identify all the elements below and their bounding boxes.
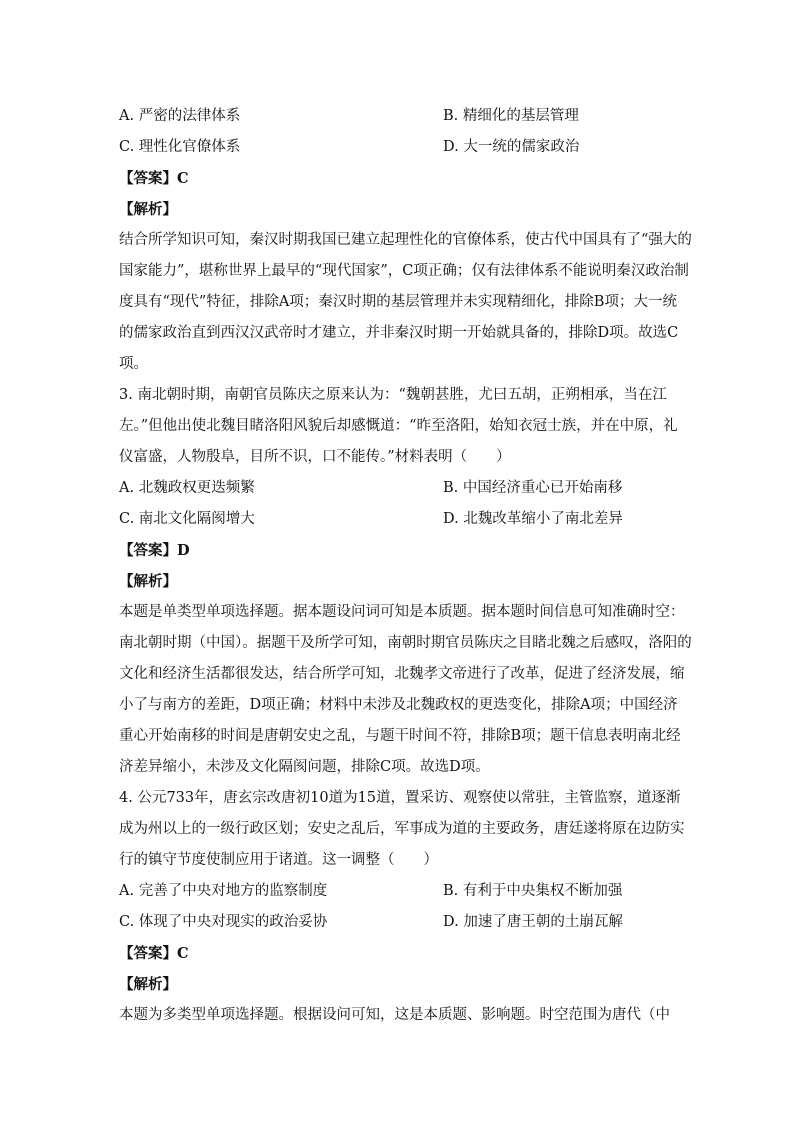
q3-option-b[interactable]: B. 中国经济重心已开始南移: [443, 480, 623, 496]
q3-option-c[interactable]: C. 南北文化隔阂增大: [119, 511, 255, 527]
q3-stem-line: 左。”但他出使北魏目睹洛阳风貌后却感慨道：“昨至洛阳，始知衣冠士族，并在中原，礼: [119, 418, 678, 434]
q3-analysis-line: 济差异缩小，未涉及文化隔阂问题，排除C项。故选D项。: [119, 759, 490, 775]
q2-analysis-line: 度具有“现代”特征，排除A项；秦汉时期的基层管理并未实现精细化，排除B项；大一统: [119, 294, 677, 310]
q3-option-d[interactable]: D. 北魏改革缩小了南北差异: [443, 511, 623, 527]
q2-analysis-line: 的儒家政治直到西汉汉武帝时才建立，并非秦汉时期一开始就具备的，排除D项。故选C: [119, 325, 679, 341]
q3-analysis-label: 【解析】: [119, 573, 177, 590]
q2-answer: 【答案】C: [119, 170, 189, 187]
q2-analysis: [119, 225, 692, 380]
q3-analysis-line: 重心开始南移的时间是唐朝安史之乱，与题干时间不符，排除B项；题干信息表明南北经: [119, 728, 681, 744]
q4-option-b[interactable]: B. 有利于中央集权不断加强: [443, 883, 623, 899]
q4-analysis: [119, 1000, 670, 1031]
q3-options-row-1: [119, 473, 659, 504]
q3-analysis-line: 南北朝时期（中国）。据题干及所学可知，南朝时期官员陈庆之目睹北魏之后感叹，洛阳的: [119, 635, 692, 651]
document-page: [119, 101, 692, 1031]
q3-options-row-2: [119, 504, 659, 535]
q4-stem-line: 成为州以上的一级行政区划；安史之乱后，军事成为道的主要政务，唐廷遂将原在边防实: [119, 821, 685, 837]
q4-stem-line: 行的镇守节度使制应用于诸道。这一调整（ ）: [119, 852, 438, 868]
q3-analysis-line: 本题是单类型单项选择题。据本题设问词可知是本质题。据本题时间信息可知准确时空：: [119, 604, 685, 620]
q2-option-d[interactable]: D. 大一统的儒家政治: [443, 139, 580, 155]
q2-analysis-line: 结合所学知识可知，秦汉时期我国已建立起理性化的官僚体系，使古代中国具有了“强大的: [119, 232, 692, 248]
q3-stem: [119, 380, 678, 473]
q4-answer: 【答案】C: [119, 945, 189, 962]
q4-stem: [119, 783, 685, 876]
q4-stem-line: 4. 公元733年，唐玄宗改唐初10道为15道，置采访、观察使以常驻，主管监察，道逐渐: [119, 790, 681, 806]
q3-analysis-line: 文化和经济生活都很发达，结合所学可知，北魏孝文帝进行了改革，促进了经济发展，缩: [119, 666, 685, 682]
q2-option-c[interactable]: C. 理性化官僚体系: [119, 139, 241, 155]
q4-options-row-1: [119, 876, 659, 907]
q4-option-c[interactable]: C. 体现了中央对现实的政治妥协: [119, 914, 328, 930]
q2-analysis-line: 项。: [119, 356, 148, 372]
q3-analysis: [119, 597, 692, 783]
q3-analysis-line: 小了与南方的差距，D项正确；材料中未涉及北魏政权的更迭变化，排除A项；中国经济: [119, 697, 678, 713]
q4-options-row-2: [119, 907, 659, 938]
q4-analysis-line: 本题为多类型单项选择题。根据设问可知，这是本质题、影响题。时空范围为唐代（中: [119, 1007, 670, 1023]
q2-options-row-2: [119, 132, 659, 163]
q3-option-a[interactable]: A. 北魏政权更迭频繁: [119, 480, 255, 496]
q2-analysis-line: 国家能力”，堪称世界上最早的“现代国家”，C项正确；仅有法律体系不能说明秦汉政治制: [119, 263, 689, 279]
q3-answer: 【答案】D: [119, 542, 190, 559]
q3-stem-line: 仪富盛，人物殷阜，目所不识，口不能传。”材料表明（ ）: [119, 449, 511, 465]
q3-stem-line: 3. 南北朝时期，南朝官员陈庆之原来认为：“魏朝甚胜，尤曰五胡，正朔相承，当在江: [119, 387, 667, 403]
q4-analysis-label: 【解析】: [119, 976, 177, 993]
q4-option-a[interactable]: A. 完善了中央对地方的监察制度: [119, 883, 328, 899]
q4-option-d[interactable]: D. 加速了唐王朝的土崩瓦解: [443, 914, 623, 930]
q2-analysis-label: 【解析】: [119, 201, 177, 218]
q2-option-a[interactable]: A. 严密的法律体系: [119, 108, 241, 124]
q2-option-b[interactable]: B. 精细化的基层管理: [443, 108, 579, 124]
q2-options-row-1: [119, 101, 659, 132]
